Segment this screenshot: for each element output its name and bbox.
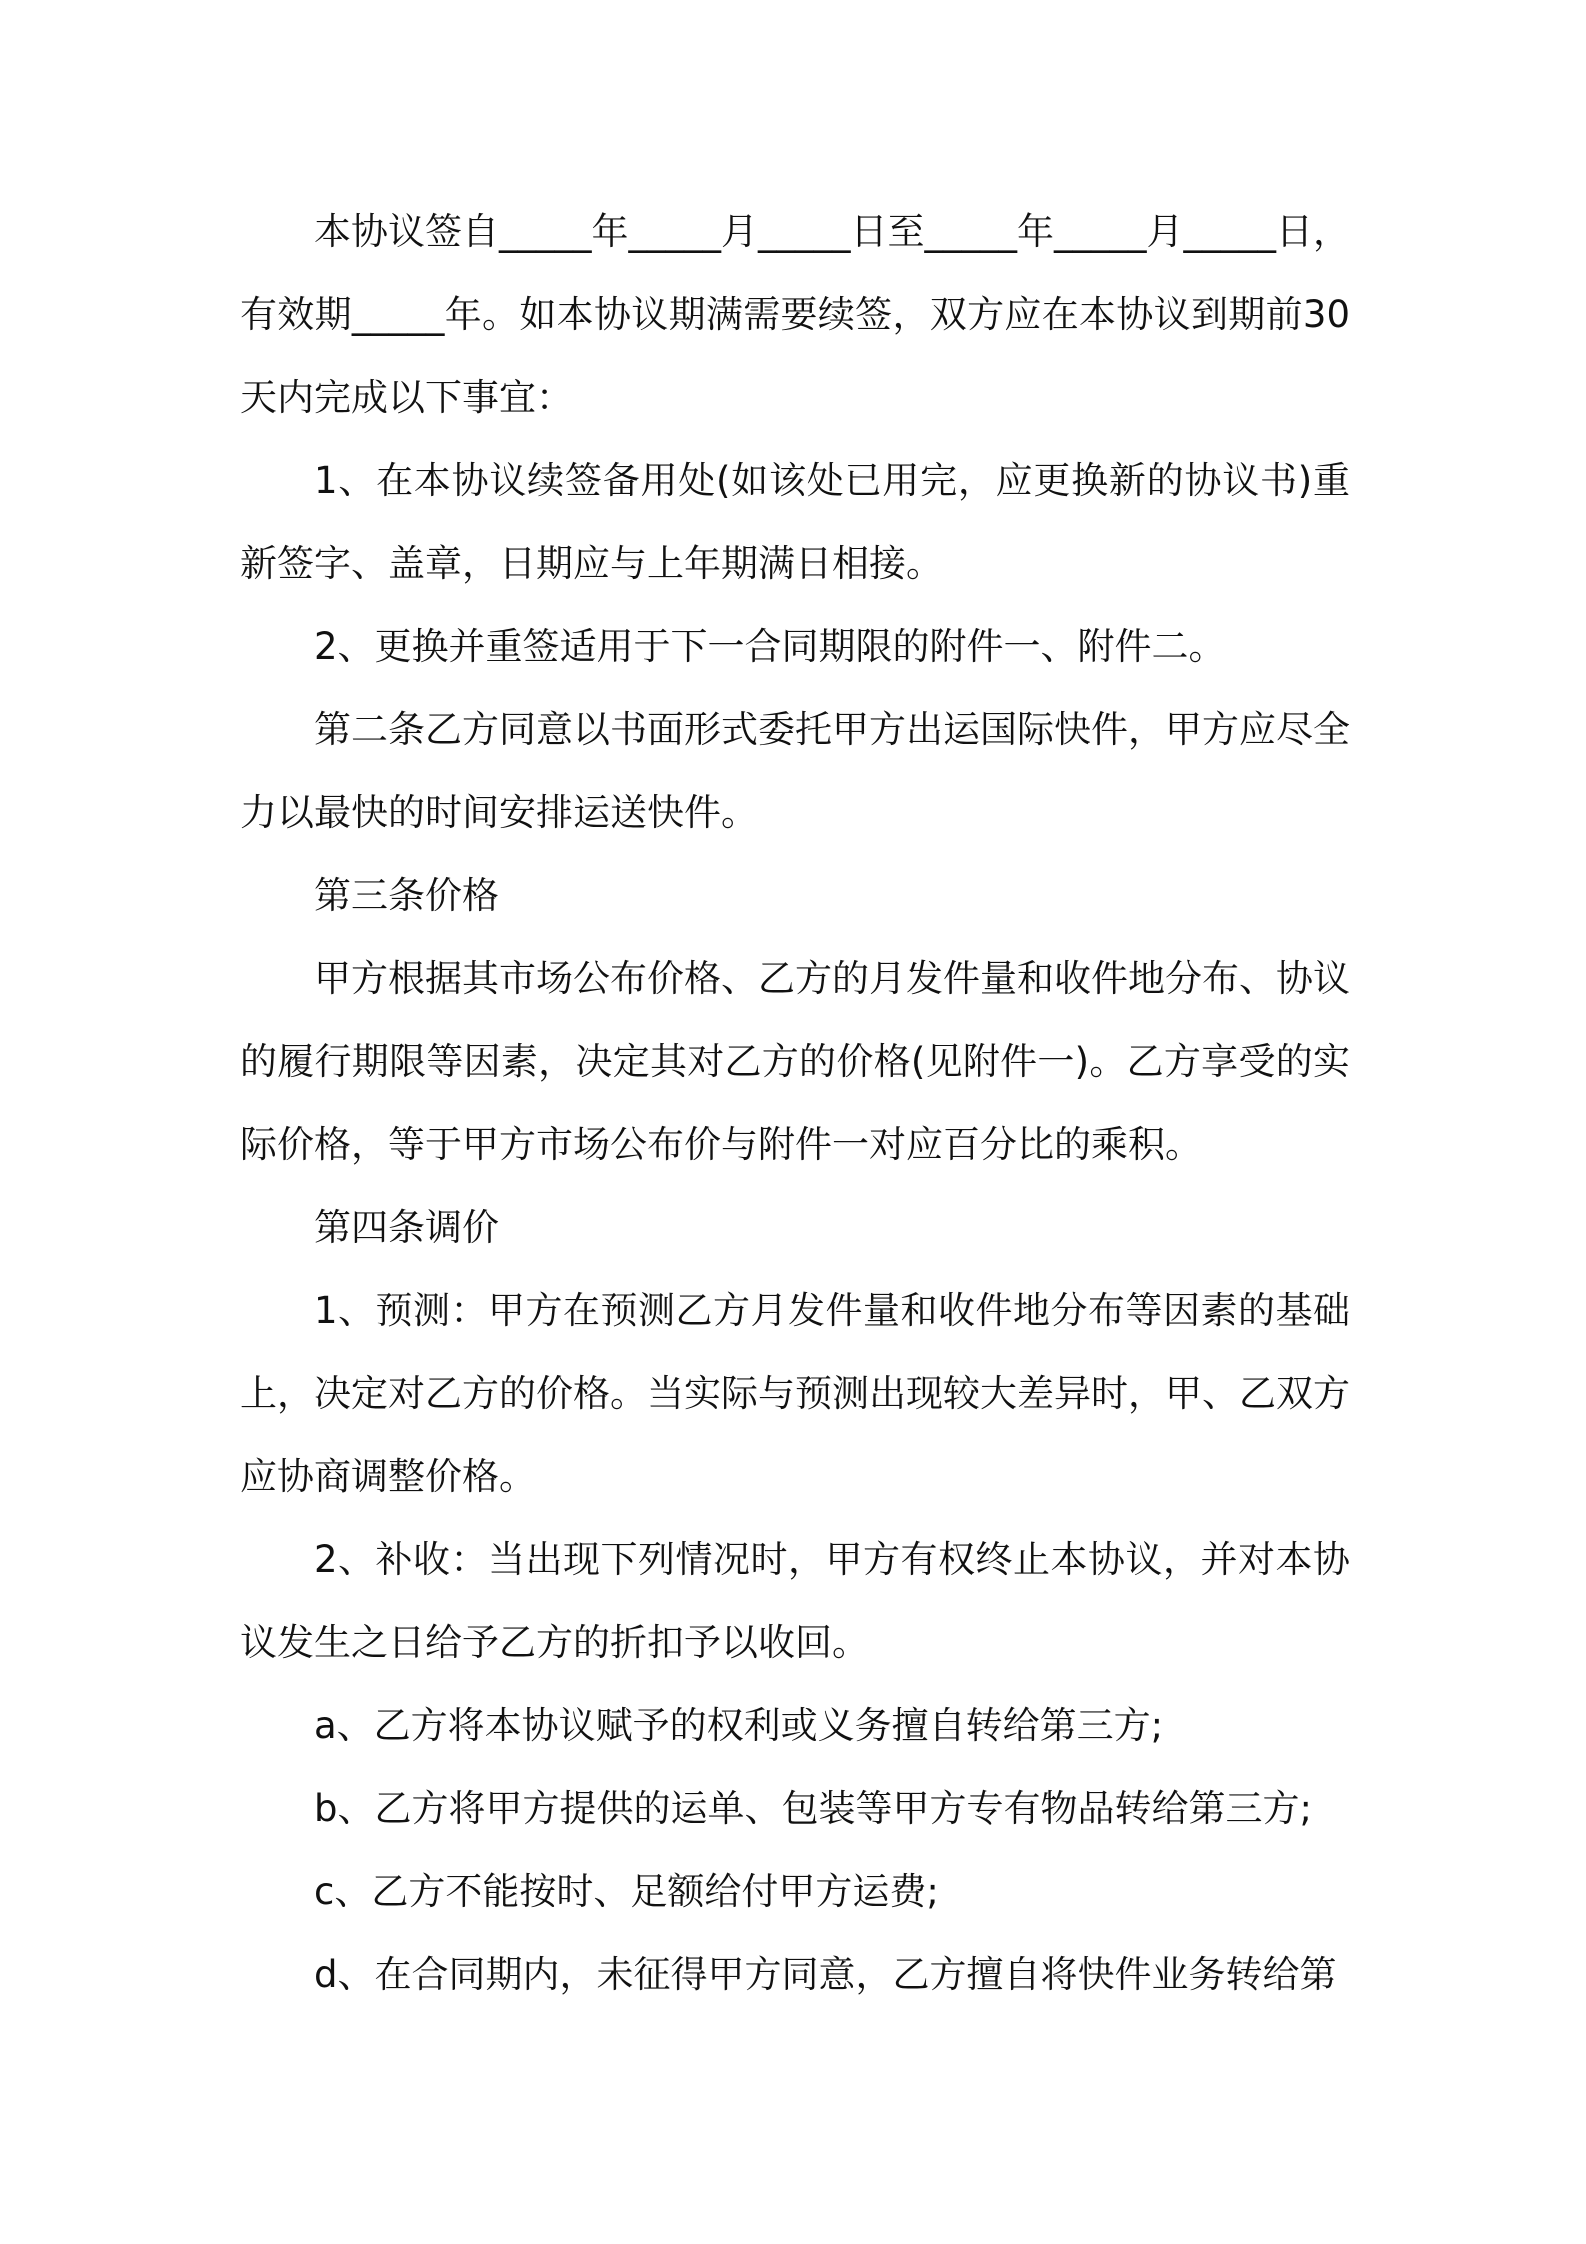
paragraph-term-period: 本协议签自_____年_____月_____日至_____年_____月_____日，有效期_____年。如本协议期满需要续签，双方应在本协议到期前30天内完成以下事宜： [240,210,1350,419]
list-item-a: a、乙方将本协议赋予的权利或义务擅自转给第三方; [314,1704,1164,1747]
paragraph-article-2: 第二条乙方同意以书面形式委托甲方出运国际快件，甲方应尽全力以最快的时间安排运送快件。 [240,708,1350,834]
document-page [240,190,1350,2016]
list-item-d: d、在合同期内，未征得甲方同意，乙方擅自将快件业务转给第 [314,1953,1337,1996]
paragraph-forecast: 1、预测：甲方在预测乙方月发件量和收件地分布等因素的基础上，决定对乙方的价格。当实际与预测出现较大差异时，甲、乙双方应协商调整价格。 [240,1289,1350,1498]
list-item-c: c、乙方不能按时、足额给付甲方运费; [314,1870,939,1913]
paragraph-renewal-item-1: 1、在本协议续签备用处(如该处已用完，应更换新的协议书)重新签字、盖章，日期应与上年期满日相接。 [240,459,1350,585]
paragraph-recovery: 2、补收：当出现下列情况时，甲方有权终止本协议，并对本协议发生之日给予乙方的折扣予以收回。 [240,1538,1350,1664]
heading-article-3: 第三条价格 [314,874,499,917]
paragraph-renewal-item-2: 2、更换并重签适用于下一合同期限的附件一、附件二。 [314,625,1226,668]
paragraph-article-3-body: 甲方根据其市场公布价格、乙方的月发件量和收件地分布、协议的履行期限等因素，决定其对乙方的价格(见附件一)。乙方享受的实际价格，等于甲方市场公布价与附件一对应百分比的乘积。 [240,957,1350,1166]
list-item-b: b、乙方将甲方提供的运单、包装等甲方专有物品转给第三方; [314,1787,1312,1830]
heading-article-4: 第四条调价 [314,1206,499,1249]
